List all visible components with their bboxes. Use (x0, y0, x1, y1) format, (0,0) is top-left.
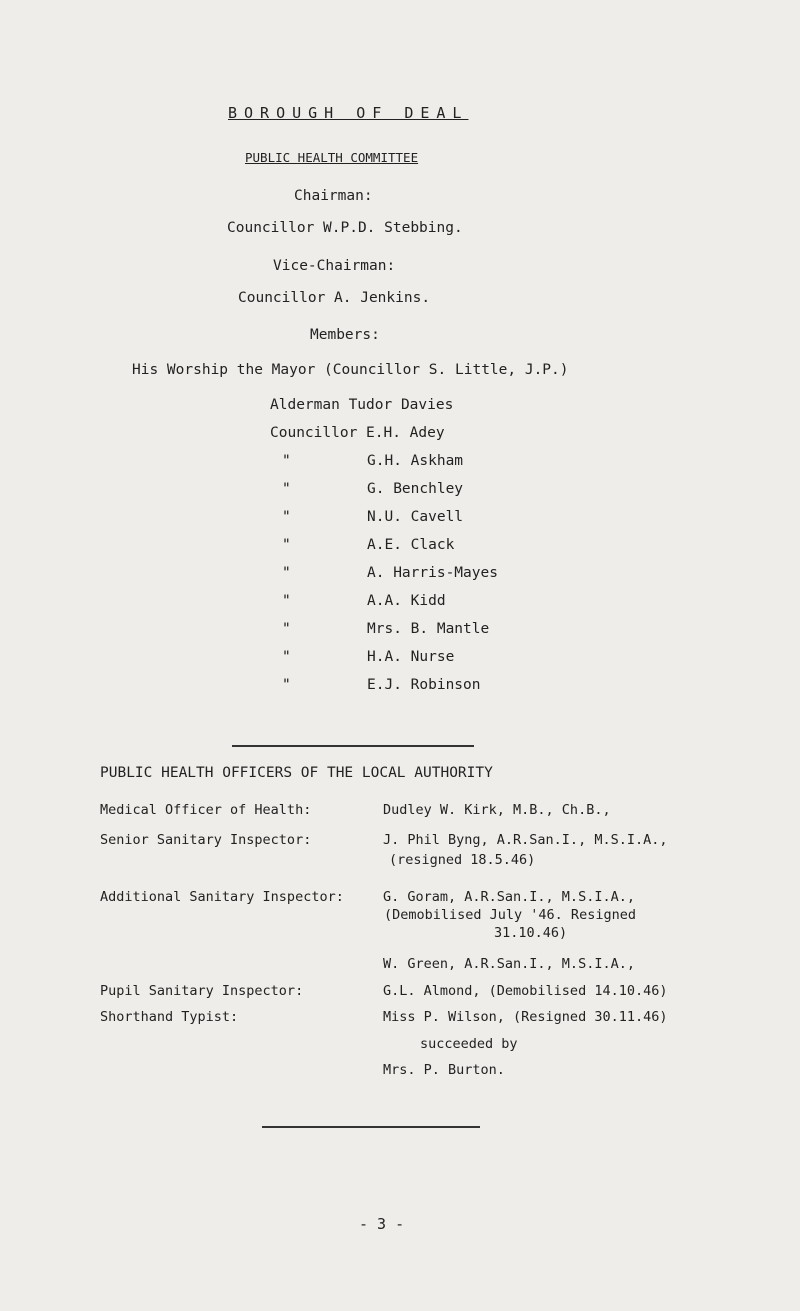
ditto-mark: " (282, 509, 291, 525)
ditto-mark: " (282, 649, 291, 665)
member-alderman: Alderman Tudor Davies (270, 397, 454, 413)
members-label: Members: (310, 327, 380, 343)
additional-inspector-second: W. Green, A.R.San.I., M.S.I.A., (383, 956, 635, 972)
typist-value: Miss P. Wilson, (Resigned 30.11.46) (383, 1009, 668, 1025)
page-number: - 3 - (359, 1215, 405, 1233)
ditto-mark: " (282, 677, 291, 693)
typist-label: Shorthand Typist: (100, 1009, 239, 1025)
list-item: G.H. Askham (367, 453, 464, 469)
list-item: G. Benchley (367, 481, 464, 497)
list-item: H.A. Nurse (367, 649, 455, 665)
list-item: E.J. Robinson (367, 677, 481, 693)
divider (232, 745, 474, 747)
ditto-mark: " (282, 565, 291, 581)
ditto-mark: " (282, 481, 291, 497)
ditto-mark: " (282, 621, 291, 637)
additional-inspector-date: 31.10.46) (494, 925, 568, 941)
senior-inspector-note: (resigned 18.5.46) (389, 852, 536, 868)
ditto-mark: " (282, 453, 291, 469)
officers-heading: PUBLIC HEALTH OFFICERS OF THE LOCAL AUTHORITY (100, 765, 493, 781)
list-item: A.E. Clack (367, 537, 455, 553)
list-item: A. Harris-Mayes (367, 565, 498, 581)
typist-succession: succeeded by (420, 1036, 518, 1052)
committee-heading: PUBLIC HEALTH COMMITTEE (245, 150, 419, 165)
medical-officer-value: Dudley W. Kirk, M.B., Ch.B., (383, 802, 611, 818)
document-title: BOROUGH OF DEAL (228, 104, 469, 122)
chairman-name: Councillor W.P.D. Stebbing. (227, 220, 463, 236)
divider (262, 1126, 480, 1128)
member-councillor-first: Councillor E.H. Adey (270, 425, 445, 441)
chairman-label: Chairman: (294, 188, 373, 204)
additional-inspector-value: G. Goram, A.R.San.I., M.S.I.A., (383, 889, 635, 905)
typist-successor: Mrs. P. Burton. (383, 1062, 505, 1078)
additional-inspector-label: Additional Sanitary Inspector: (100, 889, 344, 905)
senior-inspector-label: Senior Sanitary Inspector: (100, 832, 312, 848)
ditto-mark: " (282, 593, 291, 609)
additional-inspector-note: (Demobilised July '46. Resigned (384, 907, 636, 923)
list-item: A.A. Kidd (367, 593, 446, 609)
vice-chairman-label: Vice-Chairman: (273, 258, 396, 274)
pupil-inspector-value: G.L. Almond, (Demobilised 14.10.46) (383, 983, 668, 999)
ditto-mark: " (282, 537, 291, 553)
list-item: N.U. Cavell (367, 509, 464, 525)
vice-chairman-name: Councillor A. Jenkins. (238, 290, 431, 306)
member-mayor: His Worship the Mayor (Councillor S. Little, J.P.) (132, 362, 569, 378)
senior-inspector-value: J. Phil Byng, A.R.San.I., M.S.I.A., (383, 832, 668, 848)
pupil-inspector-label: Pupil Sanitary Inspector: (100, 983, 304, 999)
list-item: Mrs. B. Mantle (367, 621, 490, 637)
medical-officer-label: Medical Officer of Health: (100, 802, 312, 818)
